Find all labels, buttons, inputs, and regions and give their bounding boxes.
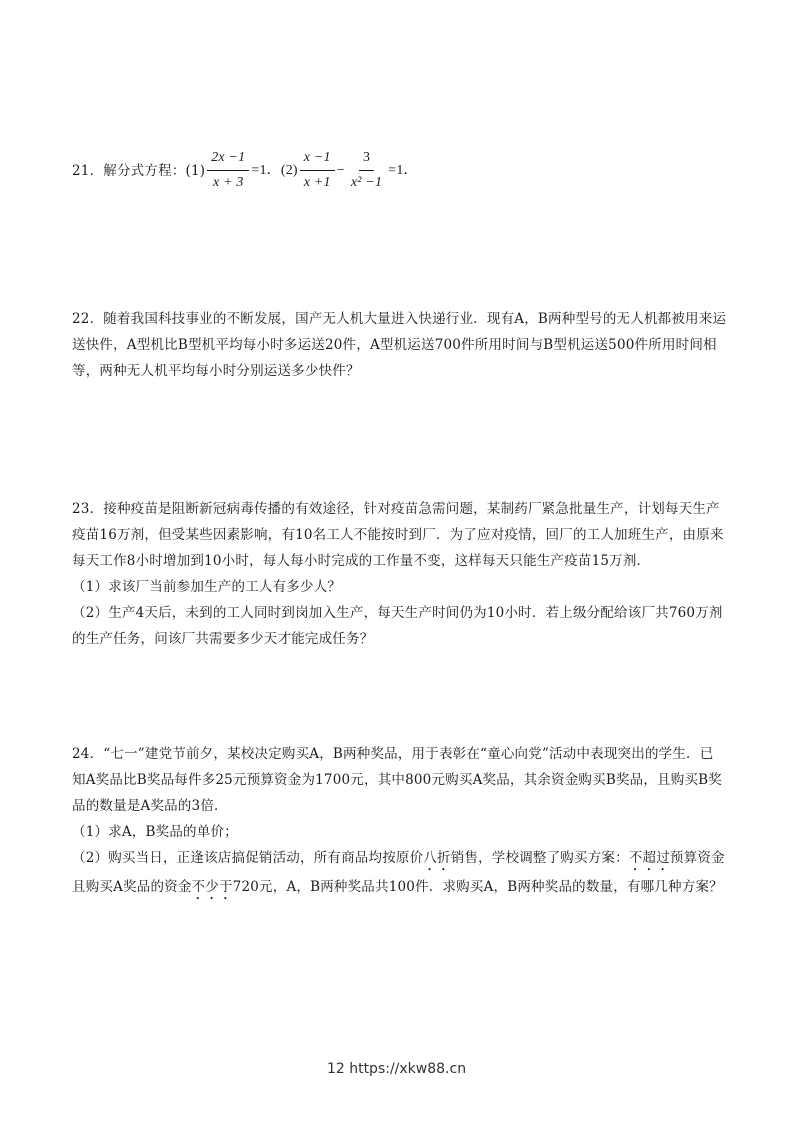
- q21-fraction-3-denominator: x² −1: [350, 175, 383, 190]
- q24-emphasis-discount: 八折: [423, 850, 451, 866]
- q24-part-2-d: 720元，A，B两种奖品共100件．求购买A，B两种奖品的数量，有哪几种方案？: [232, 879, 723, 895]
- q23-part-1: （1）求该厂当前参加生产的工人有多少人？: [72, 579, 342, 595]
- q24-part-2: [72, 845, 727, 903]
- q21-fraction-3: [347, 148, 386, 193]
- question-22: [72, 306, 727, 384]
- q24-part-2-c: 预算资金且购买A奖品的资金: [72, 850, 725, 895]
- q21-fraction-2: [300, 148, 335, 193]
- q24-part-2-a: （2）购买当日，正逢该店搞促销活动，所有商品均按原价: [72, 850, 424, 866]
- q21-fraction-3-numerator: 3: [359, 148, 374, 171]
- q24-part-1: （1）求A，B奖品的单价；: [72, 824, 238, 840]
- q23-part-2: （2）生产4天后，未到的工人同时到岗加入生产，每天生产时间仍为10小时．若上级分配给该厂共760万剂的生产任务，问该厂共需要多少天才能完成任务？: [72, 605, 723, 647]
- q21-label: 21．解分式方程：(1): [72, 162, 206, 179]
- question-21: [72, 148, 727, 193]
- q23-text: 23．接种疫苗是阻断新冠病毒传播的有效途径，针对疫苗急需问题，某制药厂紧急批量生产，计划每天生产疫苗16万剂，但受某些因素影响，有10名工人不能按时到厂．为了应对疫情，回厂的工人加班生产，由原来每天工作8小时增加到10小时，每人每小时完成的工作量不变，这样每天只能生产疫苗15万剂．: [72, 501, 724, 569]
- question-24: [72, 741, 727, 903]
- q21-equals-1: =1．(2): [251, 162, 298, 178]
- q22-text: 22．随着我国科技事业的不断发展，国产无人机大量进入快递行业．现有A，B两种型号的无人机都被用来运送快件，A型机比B型机平均每小时多运送20件，A型机运送700件所用时间与B型机运送500件所用时间相等，两种无人机平均每小时分别运送多少快件？: [72, 311, 727, 379]
- q21-equals-2: =1．: [388, 162, 418, 178]
- q21-fraction-2-numerator: x −1: [300, 148, 335, 171]
- q21-fraction-1-numerator: 2x −1: [207, 148, 249, 171]
- page-footer: 12 https://xkw88.cn: [326, 1061, 467, 1077]
- q21-fraction-2-denominator: x +1: [303, 175, 331, 190]
- q24-emphasis-not-less-than: 不少于: [191, 879, 233, 895]
- q21-minus-sign: −: [336, 162, 345, 178]
- question-23: [72, 496, 727, 652]
- q24-text: 24．“七一”建党节前夕，某校决定购买A，B两种奖品，用于表彰在“童心向党”活动中表现突出的学生．已知A奖品比B奖品每件多25元预算资金为1700元，其中800元购买A奖品，其余资金购买B奖品，且购买B奖品的数量是A奖品的3倍．: [72, 746, 722, 814]
- q24-emphasis-not-exceed: 不超过: [628, 850, 670, 866]
- q21-fraction-1: [207, 148, 249, 193]
- q24-part-2-b: 销售，学校调整了购买方案：: [450, 850, 629, 866]
- q21-fraction-1-denominator: x + 3: [212, 175, 244, 190]
